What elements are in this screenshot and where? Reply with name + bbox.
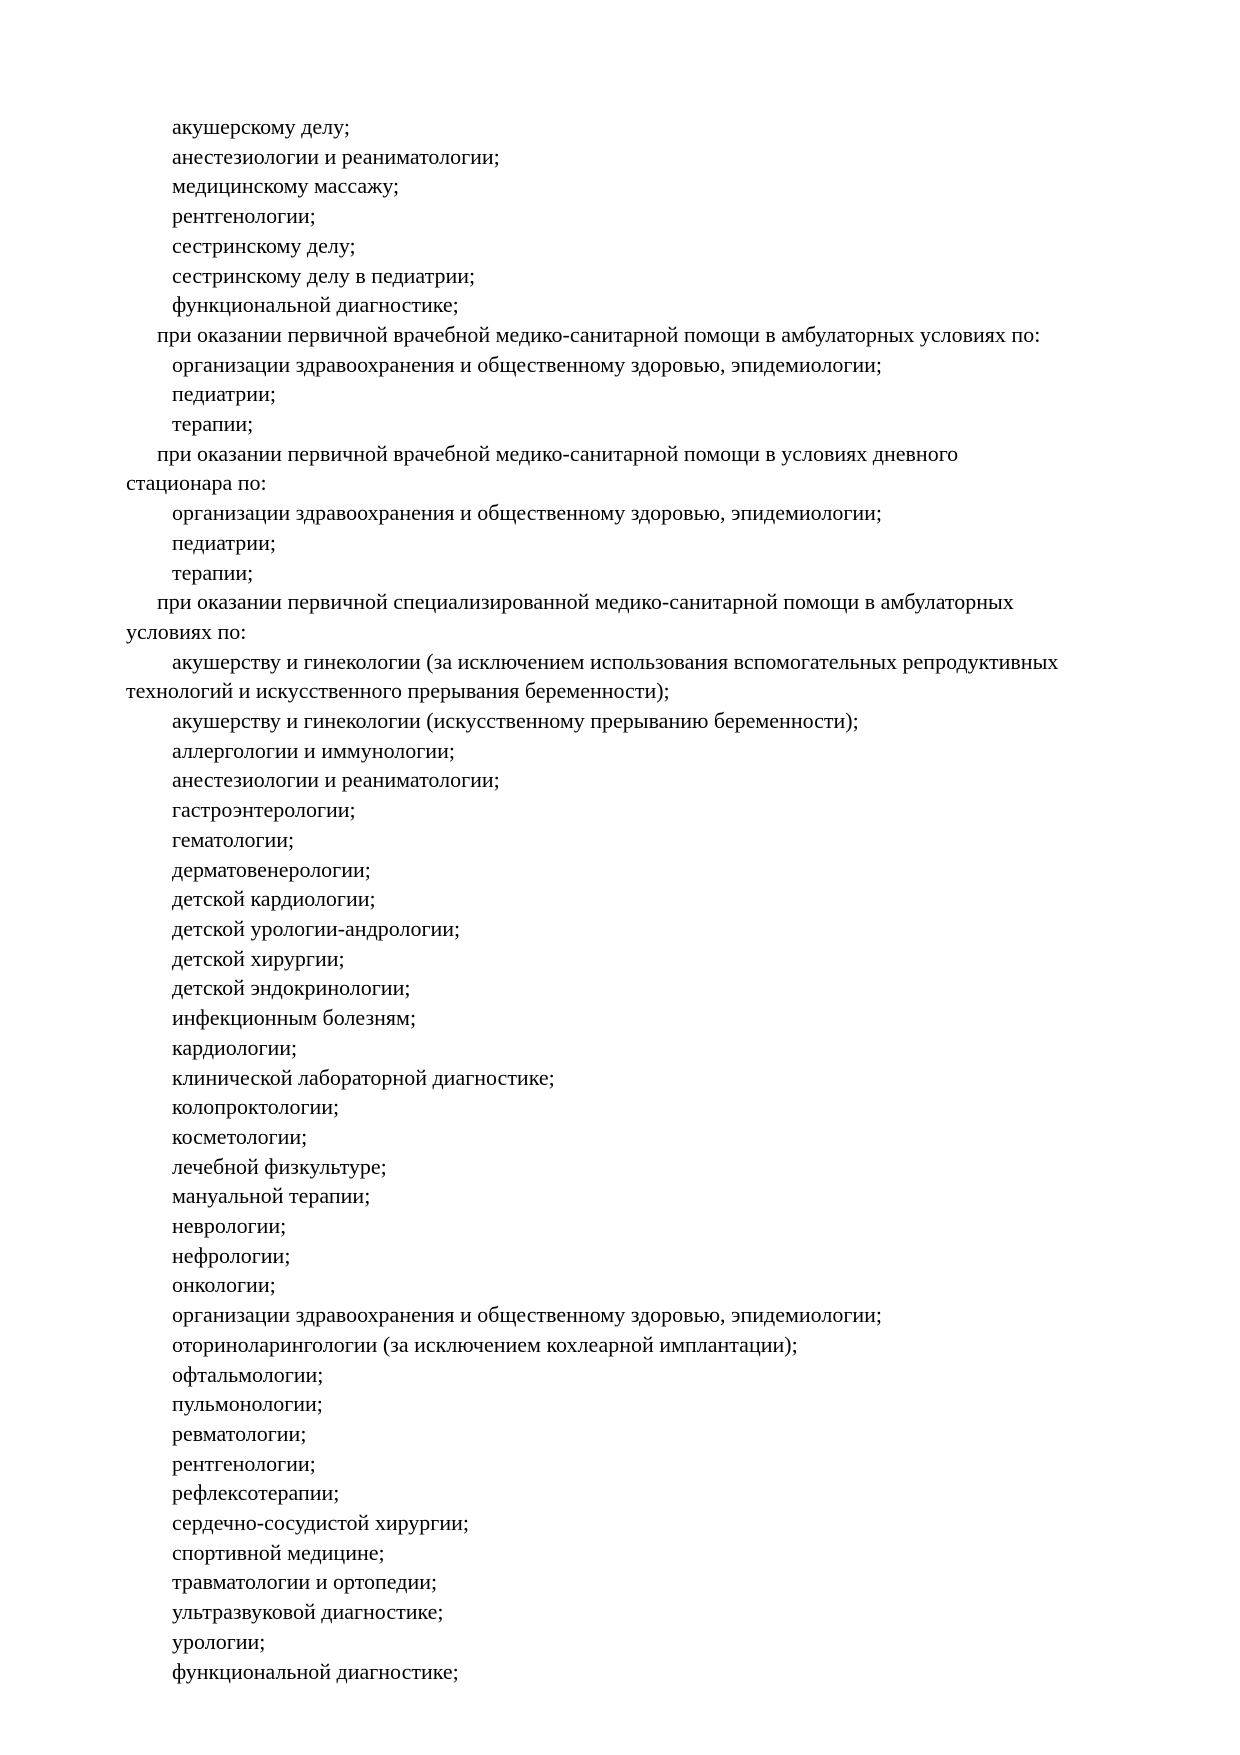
text-line: при оказании первичной врачебной медико-санитарной помощи в условиях дневного <box>157 440 959 466</box>
text-line: оториноларингологии (за исключением кохлеарной имплантации); <box>172 1331 798 1357</box>
text-line: дерматовенерологии; <box>172 856 371 882</box>
text-line: рентгенологии; <box>172 203 316 229</box>
text-line: при оказании первичной врачебной медико-санитарной помощи в амбулаторных условиях по: <box>157 321 1041 347</box>
text-line: лечебной физкультуре; <box>172 1153 387 1179</box>
text-line: аллергологии и иммунологии; <box>172 737 455 763</box>
text-line: ультразвуковой диагностике; <box>172 1599 444 1625</box>
text-line: офтальмологии; <box>172 1361 324 1387</box>
text-line: спортивной медицине; <box>172 1539 385 1565</box>
text-line: терапии; <box>172 559 254 585</box>
text-line: функциональной диагностике; <box>172 1658 459 1684</box>
text-line: функциональной диагностике; <box>172 292 459 318</box>
text-line: педиатрии; <box>172 529 276 555</box>
text-line: детской эндокринологии; <box>172 975 411 1001</box>
text-line: детской урологии-андрологии; <box>172 915 461 941</box>
text-line: нефрологии; <box>172 1242 291 1268</box>
text-line: гастроэнтерологии; <box>172 797 356 823</box>
text-line: урологии; <box>172 1628 266 1654</box>
text-line: сердечно-сосудистой хирургии; <box>172 1510 469 1536</box>
text-line: косметологии; <box>172 1123 308 1149</box>
text-line: организации здравоохранения и общественному здоровью, эпидемиологии; <box>172 351 883 377</box>
text-line: акушерству и гинекологии (за исключением использования вспомогательных репродуктивных <box>172 648 1059 674</box>
text-line: онкологии; <box>172 1272 276 1298</box>
text-line: при оказании первичной специализированной медико-санитарной помощи в амбулаторных <box>157 589 1014 615</box>
text-line: сестринскому делу; <box>172 232 356 258</box>
text-line: организации здравоохранения и общественному здоровью, эпидемиологии; <box>172 1302 883 1328</box>
text-line: терапии; <box>172 411 254 437</box>
text-line: анестезиологии и реаниматологии; <box>172 767 500 793</box>
text-line: клинической лабораторной диагностике; <box>172 1064 555 1090</box>
text-line: условиях по: <box>126 618 247 644</box>
text-line: стационара по: <box>126 470 267 496</box>
text-line: рентгенологии; <box>172 1450 316 1476</box>
text-line: анестезиологии и реаниматологии; <box>172 143 500 169</box>
text-line: детской кардиологии; <box>172 886 376 912</box>
text-line: рефлексотерапии; <box>172 1480 340 1506</box>
text-line: сестринскому делу в педиатрии; <box>172 262 476 288</box>
text-line: педиатрии; <box>172 381 276 407</box>
text-line: инфекционным болезням; <box>172 1005 417 1031</box>
text-line: акушерству и гинекологии (искусственному прерыванию беременности); <box>172 708 859 734</box>
text-line: травматологии и ортопедии; <box>172 1569 438 1595</box>
text-line: медицинскому массажу; <box>172 173 400 199</box>
text-line: колопроктологии; <box>172 1094 340 1120</box>
text-line: ревматологии; <box>172 1420 307 1446</box>
text-block <box>126 112 1156 1686</box>
text-line: технологий и искусственного прерывания беременности); <box>126 678 670 704</box>
text-line: кардиологии; <box>172 1034 298 1060</box>
text-line: мануальной терапии; <box>172 1183 371 1209</box>
text-line: пульмонологии; <box>172 1391 323 1417</box>
text-line: акушерскому делу; <box>172 114 350 139</box>
text-line: гематологии; <box>172 826 295 852</box>
text-line: детской хирургии; <box>172 945 345 971</box>
text-line: неврологии; <box>172 1213 287 1239</box>
text-line: организации здравоохранения и общественному здоровью, эпидемиологии; <box>172 500 883 526</box>
